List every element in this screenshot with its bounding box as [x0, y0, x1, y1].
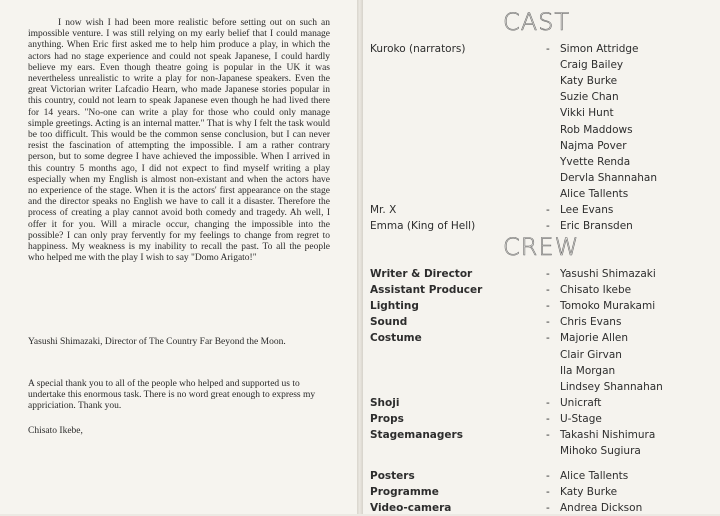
- crew-member-name: U-Stage: [560, 412, 602, 425]
- credit-dash: -: [546, 220, 550, 233]
- cast-member-name: Dervla Shannahan: [560, 171, 658, 184]
- crew-member-name: Yasushi Shimazaki: [560, 268, 656, 280]
- credit-dash: -: [546, 332, 550, 345]
- credit-dash: -: [546, 43, 550, 55]
- crew-member-name: Mihoko Sugiura: [560, 445, 641, 458]
- cast-role: Emma (King of Hell): [370, 220, 476, 233]
- cast-credit-row: [370, 41, 715, 57]
- crew-credit-row: [370, 484, 715, 500]
- director-letter: [28, 18, 330, 264]
- credit-dash: -: [546, 316, 550, 329]
- crew-credit-row: [370, 468, 715, 484]
- crew-member-name: Katy Burke: [560, 486, 618, 499]
- crew-member-name: Chris Evans: [560, 316, 622, 329]
- crew-heading: CREW: [503, 233, 580, 261]
- credit-dash: -: [546, 429, 550, 441]
- cast-credit-row: [370, 138, 715, 154]
- crew-credit-row: [370, 330, 715, 346]
- cast-member-name: Katy Burke: [560, 75, 618, 88]
- crew-role: Props: [370, 412, 404, 425]
- cast-role: Mr. X: [370, 204, 397, 216]
- cast-credit-row: [370, 57, 715, 73]
- cast-member-name: Suzie Chan: [560, 91, 619, 104]
- crew-credit-row: [370, 298, 715, 314]
- credit-dash: -: [546, 486, 550, 499]
- cast-role: Kuroko (narrators): [370, 43, 466, 55]
- cast-credit-row: [370, 89, 715, 105]
- cast-heading: CAST: [503, 8, 571, 36]
- cast-member-name: Najma Pover: [560, 139, 627, 152]
- credit-dash: -: [546, 502, 550, 515]
- crew-member-name: Majorie Allen: [560, 332, 628, 345]
- crew-credit-row: [370, 314, 715, 330]
- crew-role: Costume: [370, 332, 422, 345]
- crew-member-name: Alice Tallents: [560, 470, 629, 483]
- cast-member-name: Lee Evans: [560, 204, 614, 216]
- crew-credit-row: [370, 443, 715, 459]
- crew-credit-row: [370, 363, 715, 379]
- crew-member-name: Ila Morgan: [560, 364, 616, 377]
- credit-dash: -: [546, 268, 550, 280]
- cast-member-name: Simon Attridge: [560, 43, 639, 55]
- crew-credit-row: [370, 379, 715, 395]
- cast-member-name: Yvette Renda: [560, 155, 631, 168]
- crew-role: Assistant Producer: [370, 284, 483, 297]
- crew-role: Lighting: [370, 300, 419, 313]
- crew-member-name: Clair Girvan: [560, 348, 622, 361]
- crew-credit-row: [370, 266, 715, 282]
- crew-role: Video-camera: [370, 502, 452, 515]
- cast-member-name: Eric Bransden: [560, 220, 633, 233]
- credit-dash: -: [546, 284, 550, 297]
- crew-member-name: Chisato Ikebe: [560, 284, 632, 297]
- cast-credit-row: [370, 73, 715, 89]
- crew-member-name: Tomoko Murakami: [560, 300, 656, 313]
- crew-role: Posters: [370, 470, 415, 483]
- credit-dash: -: [546, 300, 550, 313]
- crew-role: Programme: [370, 486, 439, 499]
- crew-role: Shoji: [370, 396, 400, 409]
- cast-credit-row: [370, 122, 715, 138]
- credit-dash: -: [546, 204, 550, 216]
- crew-member-name: Lindsey Shannahan: [560, 380, 663, 393]
- cast-credit-row: [370, 186, 715, 202]
- crew-role: Sound: [370, 316, 408, 329]
- cast-member-name: Craig Bailey: [560, 59, 624, 72]
- cast-credit-row: [370, 105, 715, 121]
- credit-dash: -: [546, 396, 550, 409]
- letter-paragraph: I now wish I had been more realistic before setting out on such an impossible venture. I was still relying on my early belief that I could manage anything. When Eric first asked me to help him produce a play, in which the actors had no stage experience and could not speak Japanese, I could hardly believe my ears. Even though theatre going is popular in the UK it was nevertheless unrealistic to write a play for non-Japanese speakers. Even the great Victorian writer Lafcadio Hearn, who made Japanese stories popular in this country, could not learn to speak Japanese even though he had lived there for 14 years. "No-one can write a play for those who could only manage simple greetings. Acting is an internal matter." That is why I felt the task would be too difficult. This would be the common sense conclusion, but I can never resist the fascination of attempting the impossible. I am a rather contrary person, but to some degree I have achieved the impossible. When I arrived in this country 5 months ago, I did not expect to find myself writing a play especially when my English is almost non-existant and when the actors have no experience of the stage. When it is the actors' first appearance on the stage and the director speaks no English we have to call it a disaster. Therefore the process of creating a play cannot avoid both comedy and tragedy. Ah well, I offer it for you. Will a miracle occur, changing the impossible into the possible? I can only pray fervently for my feelings to change from regret to happiness. My weakness is my inability to recall the past. To all the people who helped me with the play I wish to say "Domo Arigato!": [28, 18, 330, 264]
- credit-dash: -: [546, 470, 550, 483]
- crew-role: Stagemanagers: [370, 429, 463, 441]
- cast-member-name: Vikki Hunt: [560, 107, 614, 120]
- cast-credit-row: [370, 218, 715, 234]
- crew-credit-row: [370, 411, 715, 427]
- thanks-signature: Chisato Ikebe,: [28, 426, 83, 436]
- crew-credit-row: [370, 347, 715, 363]
- cast-credit-row: [370, 202, 715, 218]
- crew-credit-row: [370, 395, 715, 411]
- thanks-note: A special thank you to all of the people who helped and supported us to undertake this enormous task. There is no word great enough to express my appriciation. Thank you.: [28, 379, 316, 412]
- letter-signature: Yasushi Shimazaki, Director of The Country Far Beyond the Moon.: [28, 337, 286, 347]
- crew-role: Writer & Director: [370, 268, 473, 280]
- cast-credit-row: [370, 170, 715, 186]
- cast-credit-row: [370, 154, 715, 170]
- crew-member-name: Takashi Nishimura: [560, 429, 656, 441]
- crew-credit-row: [370, 427, 715, 443]
- cast-member-name: Rob Maddows: [560, 123, 633, 136]
- crew-credit-row: [370, 282, 715, 298]
- crew-member-name: Andrea Dickson: [560, 502, 643, 515]
- crew-member-name: Unicraft: [560, 396, 602, 409]
- cast-member-name: Alice Tallents: [560, 187, 629, 200]
- credit-dash: -: [546, 412, 550, 425]
